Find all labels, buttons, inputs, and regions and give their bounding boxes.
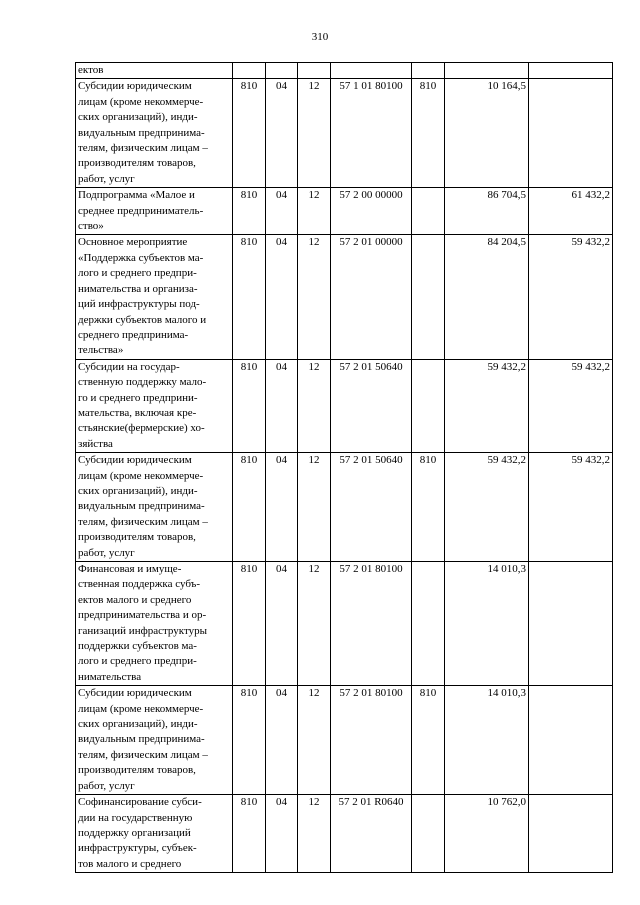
table-row xyxy=(76,188,613,235)
table-row xyxy=(76,79,613,188)
ved-code-cell xyxy=(233,63,266,79)
subsection-code-cell: 12 xyxy=(298,453,331,562)
subsection-code-cell: 12 xyxy=(298,359,331,452)
subsection-code-cell: 12 xyxy=(298,686,331,795)
section-code-cell: 04 xyxy=(266,795,298,873)
expense-type-cell xyxy=(412,562,445,686)
amount-cell: 10 164,5 xyxy=(445,79,529,188)
ved-code-cell: 810 xyxy=(233,79,266,188)
page-number: 310 xyxy=(311,31,329,43)
target-article-cell: 57 2 01 R0640 xyxy=(331,795,412,873)
amount-cell: 10 762,0 xyxy=(445,795,529,873)
subsection-code-cell: 12 xyxy=(298,562,331,686)
target-article-cell xyxy=(331,63,412,79)
section-code-cell: 04 xyxy=(266,359,298,452)
ved-code-cell: 810 xyxy=(233,235,266,359)
item-name-cell: Основное мероприятие «Поддержка субъектов ма- лого и среднего предпри- нимательства и организа- ций инфраструктуры под- держки субъектов малого и среднего предпринима- тельства» xyxy=(76,235,233,359)
ved-code-cell: 810 xyxy=(233,188,266,235)
ved-code-cell: 810 xyxy=(233,453,266,562)
amount-federal-cell: 59 432,2 xyxy=(529,453,613,562)
expense-type-cell: 810 xyxy=(412,686,445,795)
target-article-cell: 57 2 01 00000 xyxy=(331,235,412,359)
amount-federal-cell: 61 432,2 xyxy=(529,188,613,235)
table-row xyxy=(76,686,613,795)
amount-cell: 59 432,2 xyxy=(445,359,529,452)
table-row xyxy=(76,795,613,873)
subsection-code-cell: 12 xyxy=(298,235,331,359)
ved-code-cell: 810 xyxy=(233,686,266,795)
table-row xyxy=(76,235,613,359)
expense-type-cell xyxy=(412,63,445,79)
amount-federal-cell xyxy=(529,686,613,795)
expense-type-cell xyxy=(412,188,445,235)
target-article-cell: 57 2 01 50640 xyxy=(331,359,412,452)
item-name-cell: Финансовая и имуще- ственная поддержка субъ- ектов малого и среднего предпринимательства и ор- ганизаций инфраструктуры поддержки субъектов ма- лого и среднего предпри- нимательства xyxy=(76,562,233,686)
target-article-cell: 57 2 01 80100 xyxy=(331,686,412,795)
target-article-cell: 57 2 01 80100 xyxy=(331,562,412,686)
section-code-cell: 04 xyxy=(266,188,298,235)
target-article-cell: 57 2 01 50640 xyxy=(331,453,412,562)
item-name-cell: Субсидии на государ- ственную поддержку мало- го и среднего предприни- мательства, включая кре- стьянские(фермерские) хо- зяйства xyxy=(76,359,233,452)
amount-cell: 86 704,5 xyxy=(445,188,529,235)
expense-type-cell: 810 xyxy=(412,453,445,562)
expense-type-cell: 810 xyxy=(412,79,445,188)
subsection-code-cell: 12 xyxy=(298,188,331,235)
ved-code-cell: 810 xyxy=(233,359,266,452)
amount-federal-cell: 59 432,2 xyxy=(529,359,613,452)
amount-federal-cell xyxy=(529,562,613,686)
target-article-cell: 57 1 01 80100 xyxy=(331,79,412,188)
section-code-cell xyxy=(266,63,298,79)
section-code-cell: 04 xyxy=(266,686,298,795)
item-name-cell: Софинансирование субси- дии на государственную поддержку организаций инфраструктуры, субъек- тов малого и среднего xyxy=(76,795,233,873)
target-article-cell: 57 2 00 00000 xyxy=(331,188,412,235)
expense-type-cell xyxy=(412,235,445,359)
ved-code-cell: 810 xyxy=(233,795,266,873)
amount-cell: 14 010,3 xyxy=(445,686,529,795)
section-code-cell: 04 xyxy=(266,235,298,359)
amount-cell: 59 432,2 xyxy=(445,453,529,562)
table-row xyxy=(76,453,613,562)
subsection-code-cell: 12 xyxy=(298,795,331,873)
table-row xyxy=(76,359,613,452)
amount-cell xyxy=(445,63,529,79)
ved-code-cell: 810 xyxy=(233,562,266,686)
subsection-code-cell xyxy=(298,63,331,79)
amount-federal-cell xyxy=(529,795,613,873)
table-body xyxy=(76,63,613,873)
section-code-cell: 04 xyxy=(266,79,298,188)
item-name-cell: Субсидии юридическим лицам (кроме некоммерче- ских организаций), инди- видуальным предпринима- телям, физическим лицам – производителям товаров, работ, услуг xyxy=(76,686,233,795)
budget-table xyxy=(75,62,613,873)
amount-federal-cell xyxy=(529,79,613,188)
section-code-cell: 04 xyxy=(266,453,298,562)
item-name-cell: Субсидии юридическим лицам (кроме некоммерче- ских организаций), инди- видуальным предпринима- телям, физическим лицам – производителям товаров, работ, услуг xyxy=(76,79,233,188)
expense-type-cell xyxy=(412,359,445,452)
item-name-cell: Подпрограмма «Малое и среднее предприниматель- ство» xyxy=(76,188,233,235)
amount-cell: 14 010,3 xyxy=(445,562,529,686)
amount-federal-cell xyxy=(529,63,613,79)
table-row xyxy=(76,562,613,686)
item-name-cell: ектов xyxy=(76,63,233,79)
section-code-cell: 04 xyxy=(266,562,298,686)
subsection-code-cell: 12 xyxy=(298,79,331,188)
expense-type-cell xyxy=(412,795,445,873)
amount-federal-cell: 59 432,2 xyxy=(529,235,613,359)
table-row xyxy=(76,63,613,79)
amount-cell: 84 204,5 xyxy=(445,235,529,359)
item-name-cell: Субсидии юридическим лицам (кроме некоммерче- ских организаций), инди- видуальным предпринима- телям, физическим лицам – производителям товаров, работ, услуг xyxy=(76,453,233,562)
